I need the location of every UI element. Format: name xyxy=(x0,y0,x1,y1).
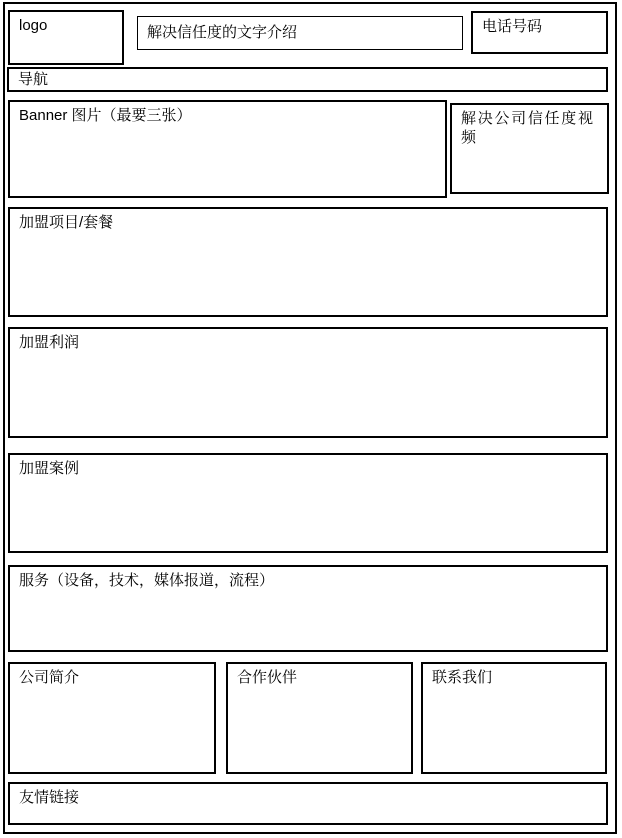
banner-label: Banner 图片（最要三张） xyxy=(19,107,192,124)
nav-bar xyxy=(7,67,608,92)
trust-intro-label: 解决信任度的文字介绍 xyxy=(147,24,298,41)
company-intro-box xyxy=(8,662,216,774)
partners-box xyxy=(226,662,413,774)
phone-number-box xyxy=(471,11,608,54)
banner-box xyxy=(8,100,447,198)
trust-intro-box xyxy=(137,16,463,50)
phone-number-label: 电话号码 xyxy=(482,18,543,35)
section-franchise-cases-label: 加盟案例 xyxy=(19,460,80,477)
section-franchise-cases xyxy=(8,453,608,553)
contact-us-box xyxy=(421,662,607,774)
contact-us-label: 联系我们 xyxy=(432,669,493,686)
partners-label: 合作伙伴 xyxy=(237,669,298,686)
section-franchise-projects xyxy=(8,207,608,317)
company-intro-label: 公司简介 xyxy=(19,669,80,686)
trust-video-label: 解决公司信任度视频 xyxy=(461,110,593,146)
logo-label: logo xyxy=(19,17,48,34)
trust-video-box xyxy=(450,103,609,194)
friendly-links-label: 友情链接 xyxy=(19,789,80,806)
section-services xyxy=(8,565,608,652)
logo-box xyxy=(8,10,124,65)
nav-label: 导航 xyxy=(18,71,49,88)
section-franchise-profit-label: 加盟利润 xyxy=(19,334,80,351)
section-services-label: 服务（设备，技术，媒体报道，流程） xyxy=(19,572,275,589)
section-franchise-projects-label: 加盟项目/套餐 xyxy=(19,214,114,231)
friendly-links-box xyxy=(8,782,608,825)
section-franchise-profit xyxy=(8,327,608,438)
